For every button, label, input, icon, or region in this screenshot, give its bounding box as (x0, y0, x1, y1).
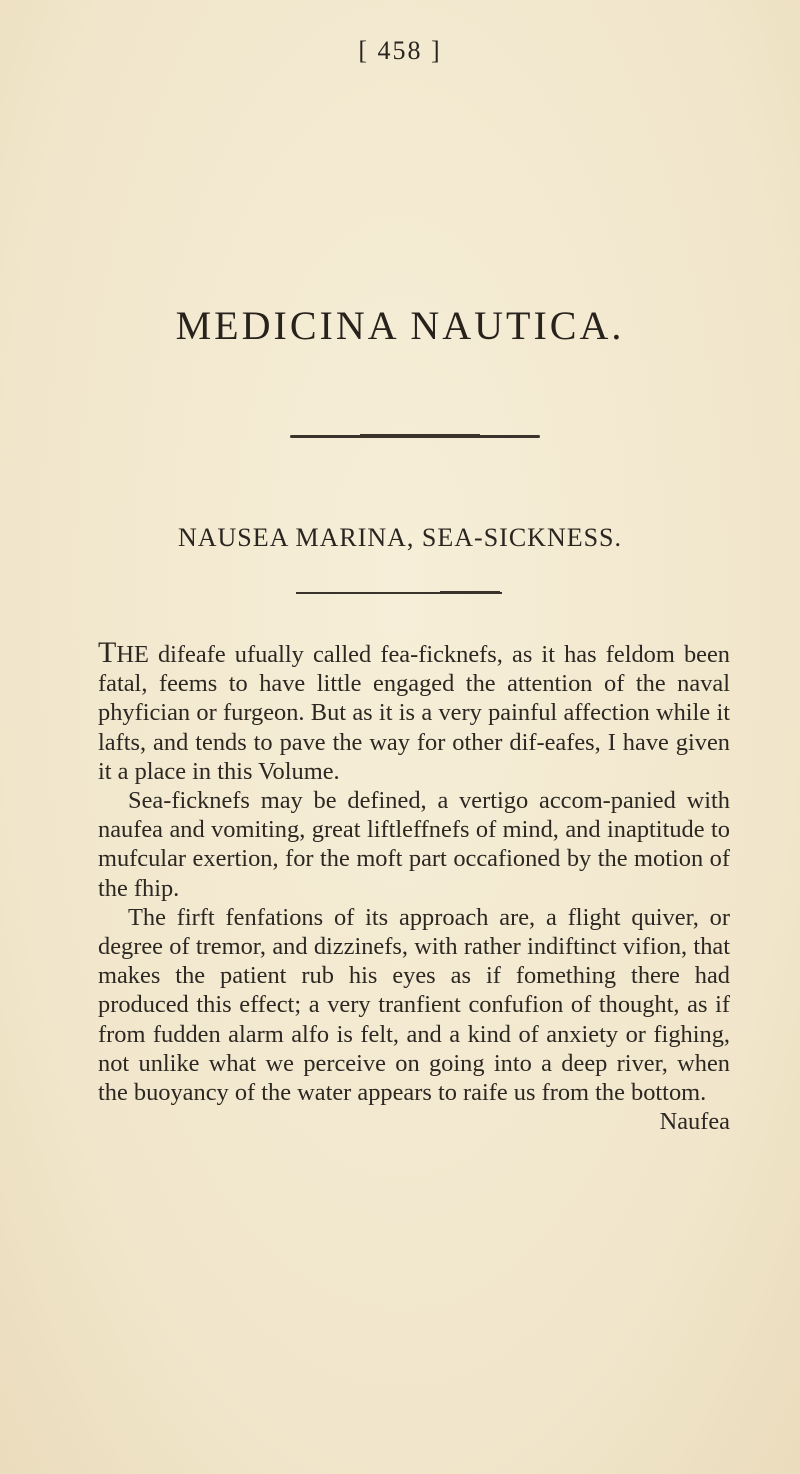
section-title: NAUSEA MARINA, SEA-SICKNESS. (177, 523, 623, 552)
paragraph-2: Sea-ficknefs may be defined, a vertigo accom-panied with naufea and vomiting, great liftleffnefs of mind, and inaptitude to mufcular exertion, for the moft part occafioned by the motion of the fhip. (98, 787, 730, 902)
section-rule-thick (440, 591, 500, 594)
chapter-title: MEDICINA NAUTICA. (175, 303, 625, 348)
body-text (98, 638, 730, 1136)
page-number: [ 458 ] (358, 36, 442, 65)
paragraph-3: The firft fenfations of its approach are, a flight quiver, or degree of tremor, and dizzinefs, with rather indiftinct vifion, that makes the patient rub his eyes as if fomething there had produced this effect; a very tranfient confufion of thought, as if from fudden alarm alfo is felt, and a kind of anxiety or fighing, not unlike what we perceive on going into a deep river, when the buoyancy of the water appears to raife us from the bottom. (98, 903, 730, 1107)
catchword: Naufea (659, 1108, 730, 1136)
title-rule-thick (360, 434, 480, 438)
paragraph-1: THE difeafe ufually called fea-ficknefs, as it has feldom been fatal, feems to have little engaged the attention of the naval phyfician or furgeon. But as it is a very painful affection while it lafts, and tends to pave the way for other dif-eafes, I have given it a place in this Volume. (98, 636, 730, 785)
